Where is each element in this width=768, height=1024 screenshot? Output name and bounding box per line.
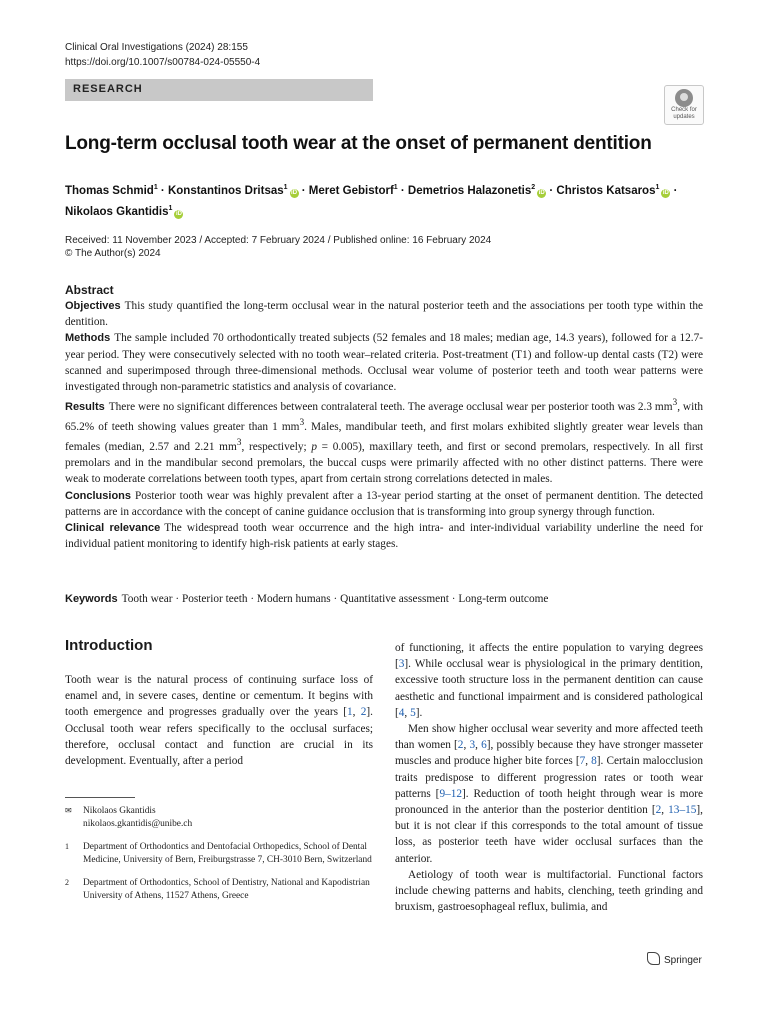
section-label-bar	[65, 79, 373, 101]
separator: ,	[463, 739, 470, 752]
author-name[interactable]: Konstantinos Dritsas	[167, 184, 284, 197]
keywords	[65, 591, 705, 607]
affiliation-mark: 2	[65, 878, 69, 887]
separator: ,	[404, 706, 411, 719]
abstract	[65, 283, 703, 552]
results-text: . Males, mandibular teeth, and first molars exhibited slightly greater wear levels than females (median, 2.57 and 2.21 mm	[65, 420, 703, 453]
results-text: = 0.005), maxillary teeth, and first or second premolars, respectively. In all first premolars and in the mandibular second premolars, the buccal cusps were primarily affected with no other distinct patterns. There were weak to moderate correlations between tooth types, apart from certain strong correlations detected in males.	[65, 440, 704, 486]
citation-link[interactable]: 1	[347, 706, 353, 719]
footnotes	[65, 805, 373, 913]
objectives-label: Objectives	[65, 300, 121, 312]
author-affiliation: 1	[393, 184, 398, 191]
right-column	[395, 640, 703, 915]
abstract-results	[65, 395, 703, 487]
author-affiliation: 1	[168, 204, 173, 212]
body-text: ], possibly because they have stronger masseter muscles and produce higher bite forces [	[395, 739, 703, 768]
results-label: Results	[65, 400, 105, 413]
citation-link[interactable]: 3	[398, 658, 405, 671]
footnote-divider	[65, 797, 135, 798]
body-text: ]. Occlusal tooth wear refers specifically to the occlusal surfaces; therefore, occlusal contact and function are crucial in its development. Eventually, after a period	[65, 706, 373, 768]
check-updates-line2: updates	[673, 114, 695, 120]
orcid-icon[interactable]: iD	[662, 189, 669, 196]
separator: ,	[352, 706, 361, 719]
author-affiliation: 2	[531, 184, 536, 191]
affiliation-mark: 1	[65, 842, 69, 851]
superscript: 3	[299, 418, 305, 429]
section-label: RESEARCH	[73, 83, 143, 95]
results-text: , respectively;	[241, 440, 312, 453]
publisher-logo	[647, 952, 702, 966]
copyright: © The Author(s) 2024	[65, 248, 161, 259]
citation-link[interactable]: 9–12	[439, 787, 463, 800]
publisher-name: Springer	[664, 955, 702, 966]
separator: ,	[585, 755, 592, 768]
correspondence	[65, 805, 373, 830]
abstract-objectives	[65, 298, 703, 330]
citation-link[interactable]: 4	[398, 706, 405, 719]
methods-label: Methods	[65, 332, 111, 345]
left-column	[65, 637, 373, 769]
methods-text: The sample included 70 orthodontically treated subjects (52 females and 18 males; median age, 14.3 years), followed for a 12.7-year period. They were consecutively selected with no tooth wear–related criteria. Post-treatment (T1) and follow-up dental casts (T2) were scanned and superimposed through three-dimensional methods. Occlusal wear volume of posterior teeth and tooth wear patterns were investigated through non-parametric statistics and analysis of covariance.	[65, 332, 703, 394]
intro-paragraph-2	[395, 721, 703, 867]
keywords-text: Tooth wear · Posterior teeth · Modern humans · Quantitative assessment · Long-term outcome	[121, 593, 549, 605]
citation-link[interactable]: 7	[579, 755, 586, 768]
abstract-conclusions	[65, 488, 703, 520]
body-text: Tooth wear is the natural process of continuing surface loss of enamel and, in severe cases, dentine or cementum. It begins with tooth emergence and progresses gradually over the years [	[65, 674, 373, 719]
citation-link[interactable]: 13–15	[668, 804, 697, 817]
conclusions-label: Conclusions	[65, 489, 132, 502]
contact-email[interactable]: nikolaos.gkantidis@unibe.ch	[83, 818, 193, 829]
author-affiliation: 1	[153, 184, 158, 191]
check-updates-line1: Check for	[671, 107, 697, 113]
orcid-icon[interactable]: iD	[538, 189, 545, 196]
body-text: ]. Certain malocclusion traits predispose to different progression rates or tooth wear patterns [	[395, 755, 703, 800]
conclusions-text: Posterior tooth wear was highly prevalent after a 13-year period starting at the onset of permanent dentition. The detected patterns are in accordance with the concept of canine guidance occlusion that is transforming into group synergy through function.	[65, 489, 703, 518]
author-affiliation: 1	[655, 184, 660, 191]
abstract-heading: Abstract	[65, 283, 114, 297]
intro-paragraph-1	[65, 672, 373, 769]
citation-link[interactable]: 2	[655, 804, 662, 817]
history-dates: Received: 11 November 2023 / Accepted: 7 February 2024 / Published online: 16 February 2024	[65, 235, 492, 246]
abstract-clinical-relevance	[65, 520, 703, 552]
body-text: Men show higher occlusal wear severity and more affected teeth than women [	[395, 723, 703, 752]
keywords-label: Keywords	[65, 593, 118, 605]
intro-paragraph-continued	[395, 640, 703, 721]
springer-horse-icon	[647, 952, 660, 965]
citation-link[interactable]: 8	[591, 755, 597, 768]
orcid-icon[interactable]: iD	[175, 210, 182, 217]
clinical-label: Clinical relevance	[65, 521, 161, 534]
introduction-heading: Introduction	[65, 637, 153, 654]
body-text: ]. Reduction of tooth height through wear is more pronounced in the anterior than the posterior dentition [	[395, 787, 703, 817]
intro-paragraph-3: Aetiology of tooth wear is multifactorial. Functional factors include chewing patterns and habits, clenching, teeth grinding and bruxism, gastroesophageal reflux, bulimia, and	[395, 868, 703, 914]
clinical-text: The widespread tooth wear occurrence and the high intra- and inter-individual variability underline the need for individual patient monitoring to identify high-risk patients at early stages.	[65, 521, 703, 551]
journal-info	[65, 40, 260, 70]
affiliation-text: Department of Orthodontics and Dentofacial Orthopedics, School of Dental Medicine, University of Bern, Freiburgstrasse 7, CH-3010 Bern, Switzerland	[83, 842, 372, 865]
separator: ,	[475, 739, 482, 752]
publication-dates	[65, 234, 491, 260]
author-name[interactable]: Christos Katsaros	[556, 184, 656, 197]
body-text: ], but it is not clear if this corresponds to the total amount of tissue loss, as posterior teeth have wider occlusal surfaces than the anterior.	[395, 804, 703, 865]
p-symbol: p	[311, 440, 317, 453]
citation-link[interactable]: 2	[457, 739, 464, 752]
orcid-icon[interactable]: iD	[291, 189, 298, 196]
affiliation-1	[65, 841, 373, 866]
results-text: There were no significant differences between contralateral teeth. The average occlusal wear per posterior tooth was 2.3 mm	[108, 400, 673, 413]
affiliation-2	[65, 877, 373, 902]
objectives-text: This study quantified the long-term occlusal wear in the natural posterior teeth and the associations per tooth type within the dentition.	[65, 300, 703, 329]
author-affiliation: 1	[283, 184, 288, 191]
citation-link[interactable]: 6	[481, 739, 487, 752]
citation-link[interactable]: 3	[469, 739, 476, 752]
abstract-methods	[65, 330, 703, 395]
results-text: , with 65.2% of teeth showing values greater than 1 mm	[65, 400, 704, 433]
body-text: ].	[415, 706, 423, 719]
citation-link[interactable]: 5	[410, 706, 416, 719]
superscript: 3	[236, 438, 242, 449]
author-name[interactable]: Meret Gebistorf	[308, 184, 394, 197]
body-text: ]. While occlusal wear is physiological in the primary dentition, excessive tooth structure loss in the permanent dentition can cause aesthetic and functional impairment and is considered pathological [	[395, 658, 703, 719]
separator: ,	[661, 804, 669, 817]
author-name[interactable]: Nikolaos Gkantidis	[65, 205, 169, 218]
envelope-icon: ✉	[65, 806, 72, 815]
check-for-updates-badge[interactable]	[664, 85, 704, 125]
author-name[interactable]: Thomas Schmid	[65, 184, 154, 197]
superscript: 3	[672, 398, 678, 409]
author-list: Thomas Schmid$^1$ · Konstantinos Dritsas$^1$iD · Meret Gebistorf$^1$ · Demetrios Halazonetis$^2$iD · Christos Katsaros$^1$iD · Nikolaos Gkantidis$^1$iD	[65, 184, 678, 218]
journal-citation: Clinical Oral Investigations (2024) 28:155	[65, 42, 248, 53]
citation-link[interactable]: 2	[360, 706, 367, 719]
contact-name: Nikolaos Gkantidis	[83, 806, 156, 816]
article-title: Long-term occlusal tooth wear at the onset of permanent dentition	[65, 133, 652, 154]
check-updates-icon	[675, 89, 693, 107]
affiliation-text: Department of Orthodontics, School of Dentistry, National and Kapodistrian University of Athens, 11527 Athens, Greece	[83, 878, 370, 901]
doi-link[interactable]: https://doi.org/10.1007/s00784-024-05550-4	[65, 57, 261, 68]
author-name[interactable]: Demetrios Halazonetis	[407, 184, 532, 197]
body-text: of functioning, it affects the entire population to varying degrees [	[395, 642, 703, 671]
